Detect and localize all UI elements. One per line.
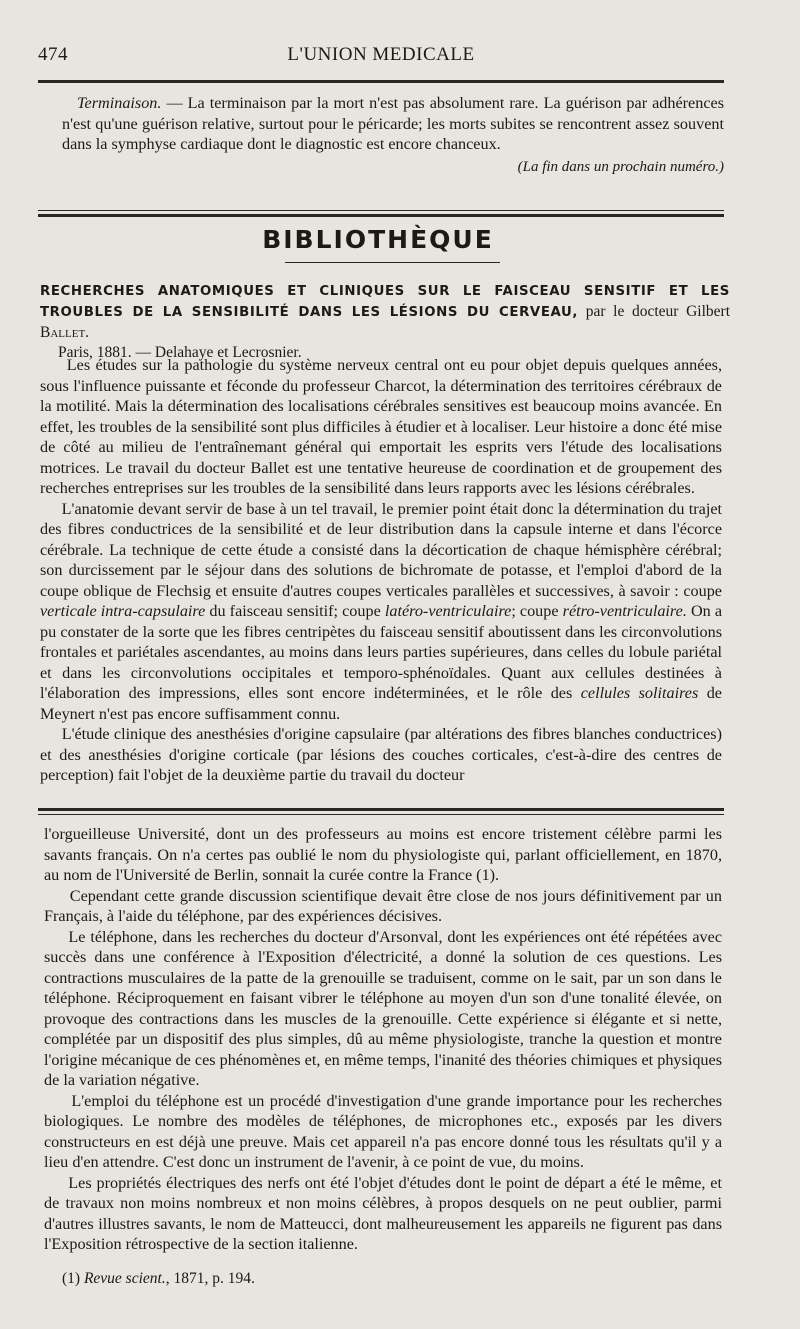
section-rule-top: [38, 210, 724, 211]
feuilleton-rule: [38, 808, 724, 811]
feuilleton-paragraph-3: Le téléphone, dans les recherches du docteur d'Arsonval, dont les expériences ont été répétées avec succès dans une conférence à l'Exposition d'électricité, a donné la solution de ces questions. Les contractions musculaires de la patte de la grenouille se traduisent, comme on le sait, par un son dans le téléphone. Réciproquement en faisant vibrer le téléphone au moyen d'un son d'une tonalité élevée, on provoque des contractions dans les muscles de la grenouille. Cette expérience si élégante et si nette, complétée par un dispositif des plus simples, dû au même physiologiste, tranche la question et montre l'origine mécanique de ces phénomènes et, en même temps, l'inanité des théories chimiques et physiques de la variation négative.: [44, 927, 723, 1089]
continuation-note: (La fin dans un prochain numéro.): [517, 158, 724, 175]
review-text: [40, 355, 722, 786]
footnote-journal: Revue scient.: [83, 1270, 166, 1287]
terminaison-section: [62, 93, 724, 177]
section-title: BIBLIOTHÈQUE: [262, 225, 494, 254]
review-paragraph-2: L'anatomie devant servir de base à un tel travail, le premier point était donc la détermination du trajet des fibres conductrices de la sensibilité et de leur distribution dans la capsule interne et dans l'écorce cérébrale. La technique de cette étude a consisté dans la décortication de chaque hémisphère cérébral; son durcissement par le séjour dans des solutions de bichromate de potasse, et l'emploi d'abord de la coupe oblique de Flechsig et ensuite d'autres coupes verticales parallèles et successives, à savoir : coupe verticale intra-capsulaire du faisceau sensitif; coupe latéro-ventriculaire; coupe rétro-ventriculaire. On a pu constater de la sorte que les fibres centripètes du faisceau sensitif aboutissent dans les circonvolutions frontales et pariétales ascendantes, au moins dans leurs parties supérieures, dans celles du lobule pariétal et dans les circonvolutions occipitales et temporo-sphénoïdales. Quant aux cellules destinées à l'élaboration des impressions, elles sont encore indéterminées, et le rôle des cellules solitaires de Meynert n'est pas encore suffisamment connu.: [40, 499, 723, 723]
terminaison-text: — La terminaison par la mort n'est pas absolument rare. La guérison par adhérences n'est qu'une guérison relative, surtout pour le péricarde; les morts subites se rencontrent assez souvent dans la symphyse cardiaque dont le diagnostic est encore chanceux.: [62, 94, 724, 153]
book-by: par le docteur Gilbert: [578, 303, 731, 320]
feuilleton-paragraph-5: Les propriétés électriques des nerfs ont été l'objet d'études dont le point de départ a été le même, et de travaux non moins nombreux et non moins célèbres, à propos desquels on ne peut oublier, parmi d'autres illustres savants, le nom de Matteucci, dont malheureusement les appareils ne figurent pas dans l'Exposition rétrospective de la section italienne.: [44, 1173, 722, 1253]
footnote-reference: , 1871, p. 194.: [165, 1270, 255, 1287]
running-title: L'UNION MEDICALE: [287, 44, 475, 65]
section-rule-double: [38, 214, 724, 217]
book-publication-info: Paris, 1881. — Delahaye et Lecrosnier.: [58, 344, 302, 361]
book-reference: [40, 281, 730, 363]
page-number: 474: [38, 44, 68, 65]
book-author: Ballet.: [40, 324, 90, 341]
terminaison-paragraph: [62, 93, 724, 155]
title-underline: [285, 262, 500, 263]
terminaison-label: Terminaison.: [77, 94, 162, 112]
footnote-number: (1): [62, 1270, 81, 1287]
feuilleton-paragraph-2: Cependant cette grande discussion scientifique devait être close de nos jours définitivement par un Français, à l'aide du téléphone, par des expériences décisives.: [44, 886, 722, 925]
header-rule: [38, 80, 724, 83]
page-header: [38, 44, 724, 74]
feuilleton-paragraph-4: L'emploi du téléphone est un procédé d'investigation d'une grande importance pour les recherches biologiques. Le nombre des modèles de téléphones, de microphones etc., exposés par les divers constructeurs en est déjà une preuve. Mais cet appareil n'a pas encore donné tous les résultats qu'il y a lieu d'en attendre. C'est donc un instrument de l'avenir, à ce point de vue, du moins.: [44, 1091, 722, 1171]
feuilleton-rule-thin: [38, 814, 724, 815]
footnote: [62, 1270, 255, 1288]
feuilleton-text: [44, 824, 722, 1255]
book-title: RECHERCHES ANATOMIQUES ET CLINIQUES SUR LE FAISCEAU SENSITIF ET LES TROUBLES DE LA SENSIBILITÉ DANS LES LÉSIONS DU CERVEAU,: [40, 284, 730, 320]
feuilleton-paragraph-1: l'orgueilleuse Université, dont un des professeurs au moins est encore tristement célèbre parmi les savants français. On n'a certes pas oublié le nom du physiologiste qui, parlant officiellement, en 1870, au nom de l'Université de Berlin, sonnait la curée contre la France (1).: [44, 825, 722, 884]
review-paragraph-3: L'étude clinique des anesthésies d'origine capsulaire (par altérations des fibres blanches conductrices) et des anesthésies d'origine corticale (par lésions des couches corticales, c'est-à-dire des centres de perception) fait l'objet de la deuxième partie du travail du docteur: [40, 725, 722, 784]
review-paragraph-1: Les études sur la pathologie du système nerveux central ont eu pour objet depuis quelques années, sous l'influence puissante et féconde du professeur Charcot, la détermination des territoires cérébraux de la motilité. Mais la détermination des localisations cérébrales sensitives est beaucoup moins avancée. En effet, les troubles de la sensibilité sont plus difficiles à étudier et à localiser. Leur histoire a donc été mise de côté au milieu de l'entraînemant général qui emportait les esprits vers l'étude des localisations motrices. Le travail du docteur Ballet est une tentative heureuse de coordination et de groupement des recherches entreprises sur les troubles de la sensibilité dans leurs rapports avec les lésions cérébrales.: [40, 356, 722, 497]
